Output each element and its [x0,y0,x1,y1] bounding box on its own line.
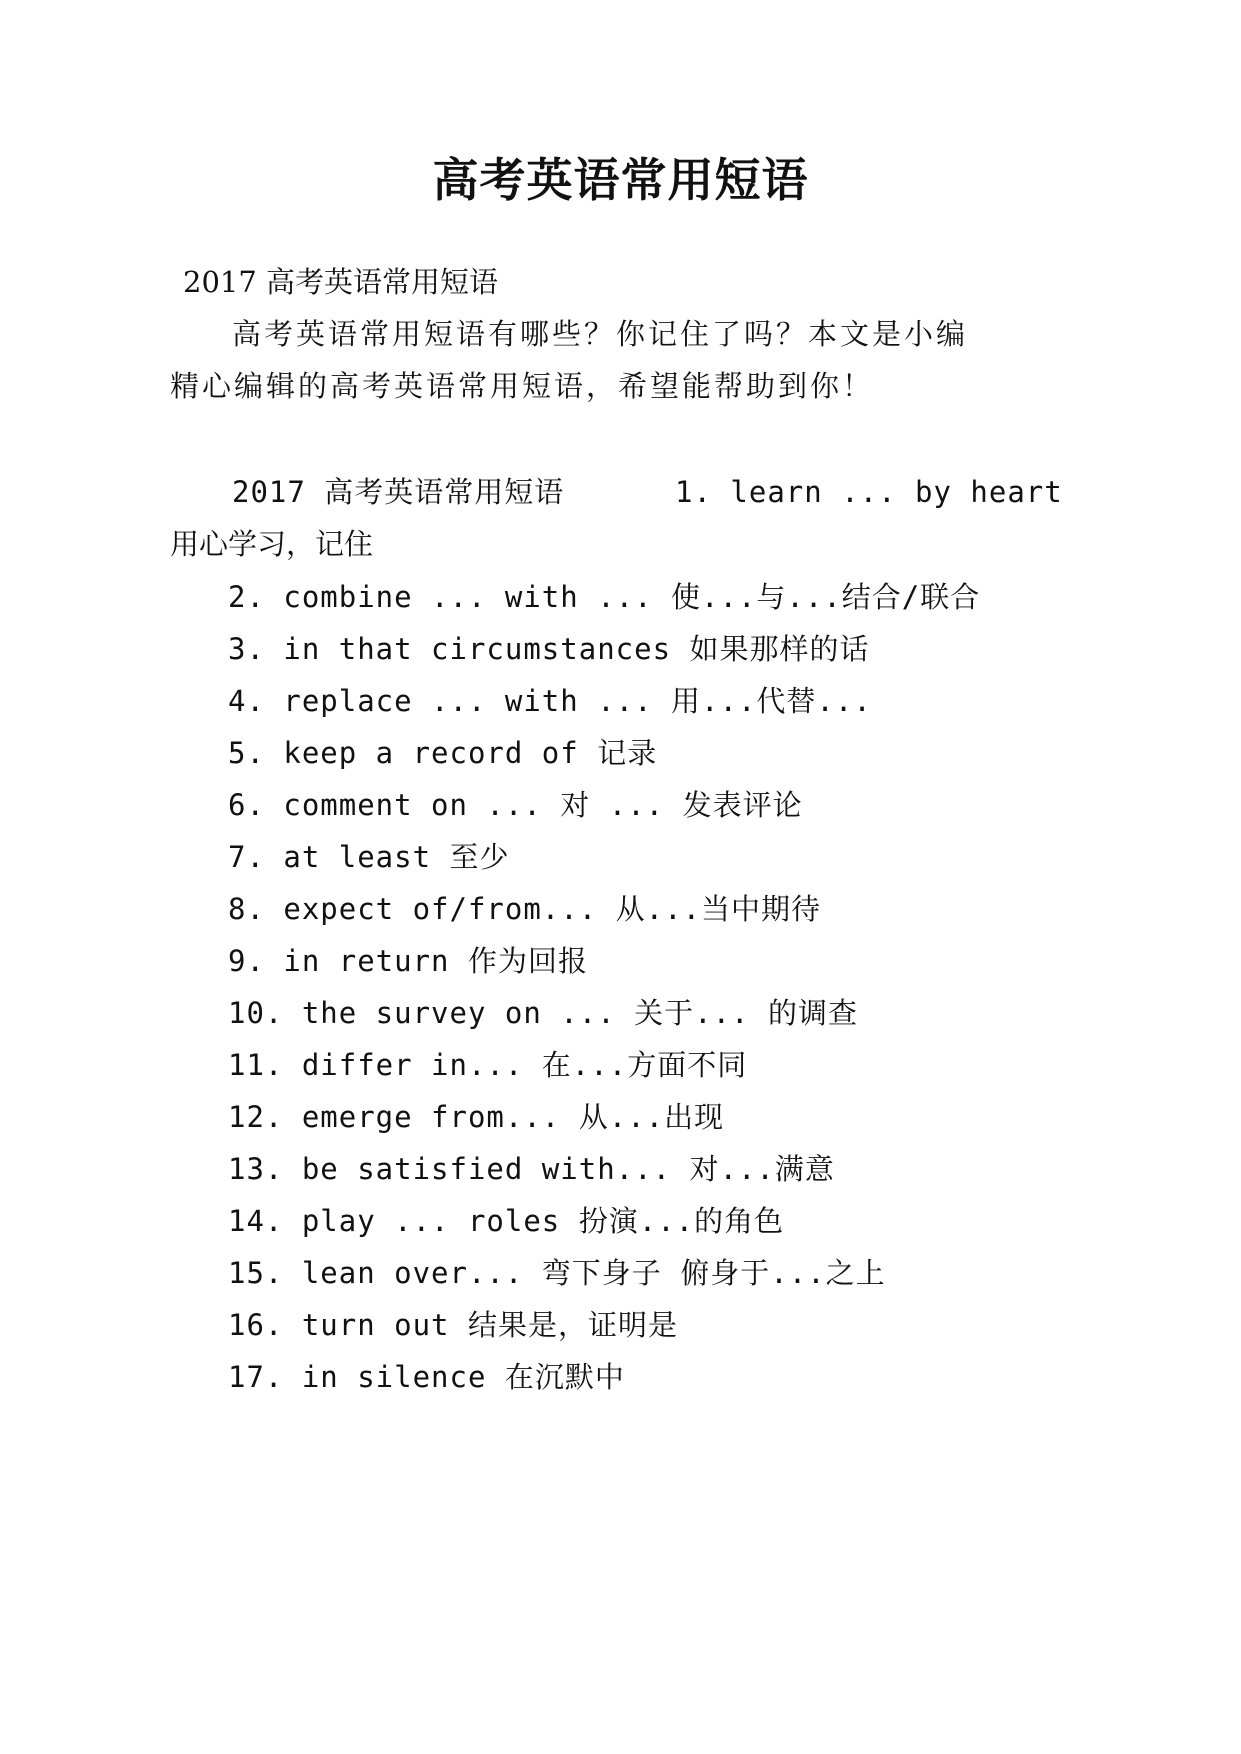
list-item: 6. comment on ... 对 ... 发表评论 [228,788,803,822]
list-item: 14. play ... roles 扮演...的角色 [228,1204,785,1238]
list-item: 17. in silence 在沉默中 [228,1360,625,1394]
list-item: 2. combine ... with ... 使...与...结合/联合 [228,580,981,614]
subtitle: 2017 高考英语常用短语 [183,265,499,299]
list-item: 12. emerge from... 从...出现 [228,1100,725,1134]
list-item: 16. turn out 结果是，证明是 [228,1308,678,1342]
document-title: 高考英语常用短语 [432,153,809,207]
list-item: 8. expect of/from... 从...当中期待 [228,892,822,926]
list-item: 9. in return 作为回报 [228,944,588,978]
intro-paragraph-line-1: 高考英语常用短语有哪些？你记住了吗？本文是小编 [232,317,969,351]
list-item: 5. keep a record of 记录 [228,736,658,770]
list-item: 15. lean over... 弯下身子 俯身于...之上 [228,1256,886,1290]
list-item: 7. at least 至少 [228,840,510,874]
list-item: 11. differ in... 在...方面不同 [228,1048,748,1082]
list-item: 10. the survey on ... 关于... 的调查 [228,996,858,1030]
list-heading-line-1: 2017 高考英语常用短语 1. learn ... by heart [232,475,1063,509]
list-heading-line-2: 用心学习，记住 [170,527,374,561]
list-item: 4. replace ... with ... 用...代替... [228,684,872,718]
list-item: 13. be satisfied with... 对...满意 [228,1152,835,1186]
intro-paragraph-line-2: 精心编辑的高考英语常用短语，希望能帮助到你！ [170,369,875,403]
list-item: 3. in that circumstances 如果那样的话 [228,632,870,666]
